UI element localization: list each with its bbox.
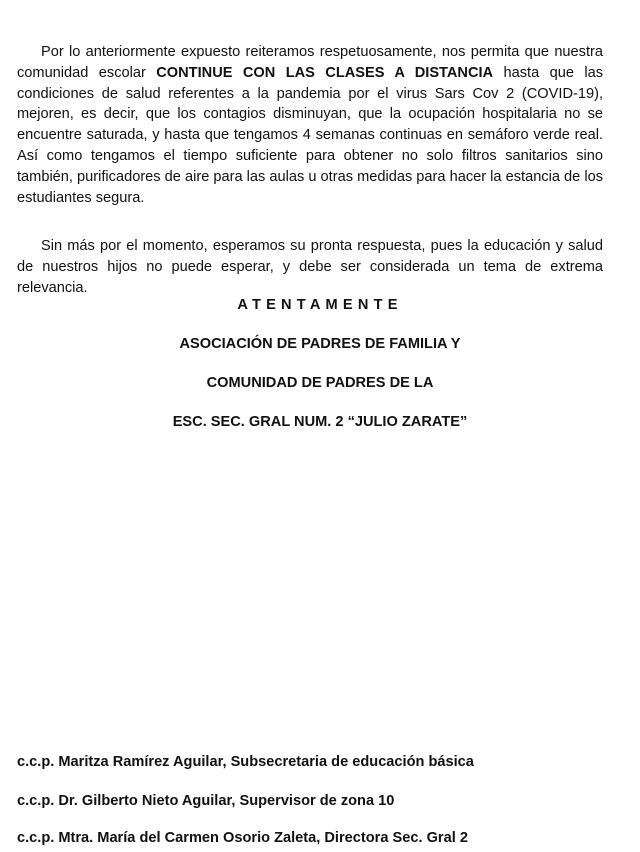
paragraph-text-intro: Por lo anteriormente expuesto reiteramos respetuosamente, nos permita que nuestra comunidad escolar <box>17 44 603 81</box>
body-paragraph-request <box>17 42 603 208</box>
cc-recipient-directora: c.c.p. Mtra. María del Carmen Osorio Zaleta, Directora Sec. Gral 2 <box>17 830 468 846</box>
emphasis-distance-classes: CONTINUE CON LAS CLASES A DISTANCIA <box>156 64 494 81</box>
closing-salutation: ATENTAMENTE <box>237 297 403 313</box>
body-paragraph-closing: Sin más por el momento, esperamos su pronta respuesta, pues la educación y salud de nuestros hijos no puede esperar, y debe ser considerada un tema de extrema relevancia. <box>17 238 603 296</box>
signature-line-school: ESC. SEC. GRAL NUM. 2 “JULIO ZARATE” <box>172 414 468 430</box>
cc-recipient-supervisor: c.c.p. Dr. Gilberto Nieto Aguilar, Supervisor de zona 10 <box>17 793 395 809</box>
signature-line-community: COMUNIDAD DE PADRES DE LA <box>206 375 434 391</box>
signature-line-association: ASOCIACIÓN DE PADRES DE FAMILIA Y <box>179 336 461 352</box>
paragraph-text-conditions: hasta que las condiciones de salud referentes a la pandemia por el virus Sars Cov 2 (COVID-19), mejoren, es decir, que los contagios disminuyan, que la ocupación hospitalaria no se encuentre saturada, y hasta que tengamos 4 semanas continuas en semáforo verde real. Así como tengamos el tiempo suficiente para obtener no solo filtros sanitarios sino también, purificadores de aire para las aulas u otras medidas para hacer la estancia de los estudiantes segura. <box>17 64 603 206</box>
cc-recipient-subsecretaria: c.c.p. Maritza Ramírez Aguilar, Subsecretaria de educación básica <box>17 754 474 770</box>
